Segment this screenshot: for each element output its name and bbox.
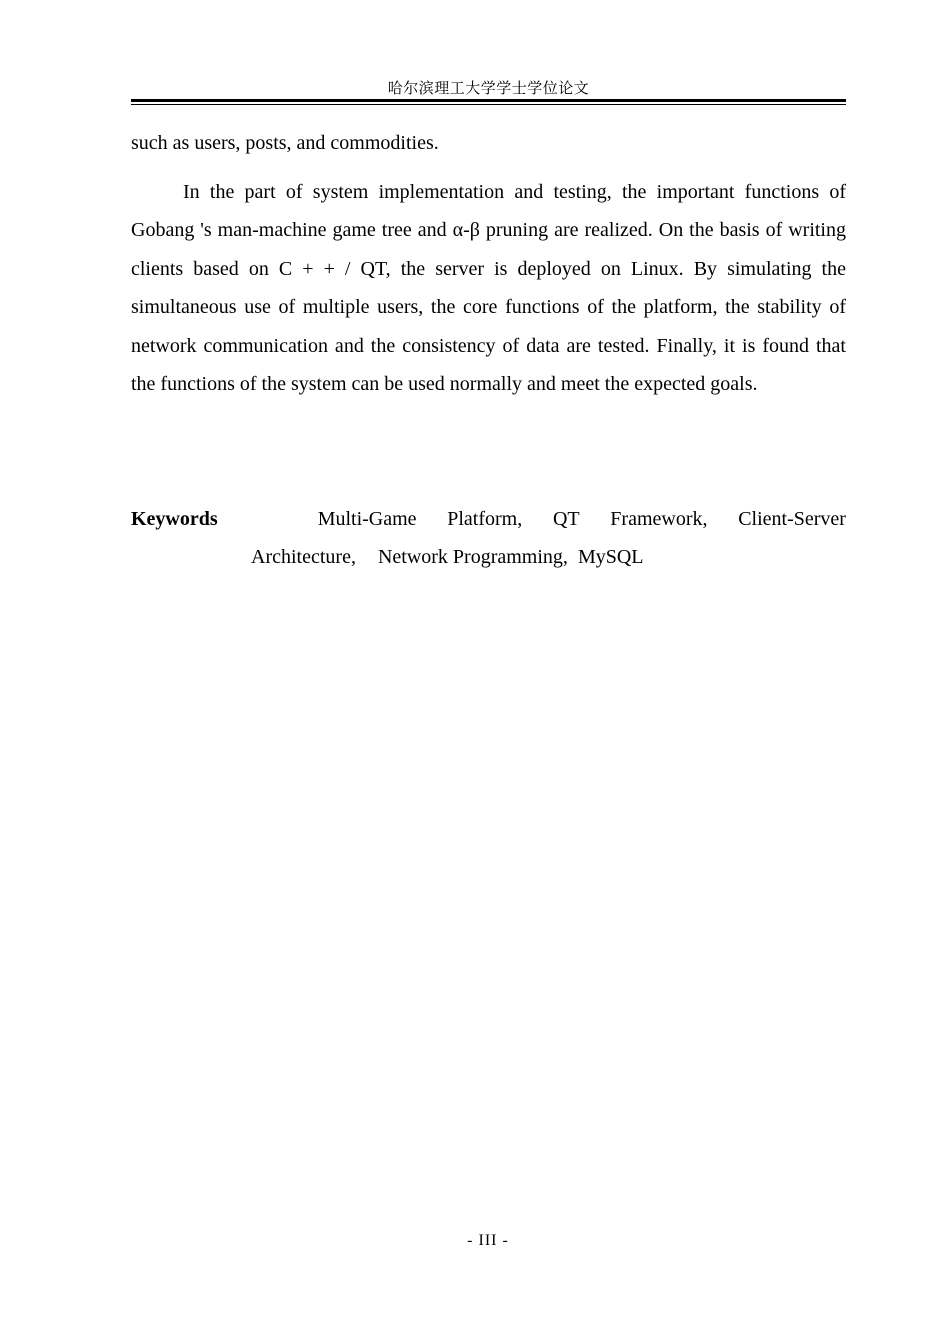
keywords-line-2 — [131, 538, 846, 576]
keywords-section — [131, 500, 846, 577]
keyword-item: Framework, — [610, 508, 708, 530]
continued-paragraph: such as users, posts, and commodities. — [131, 132, 439, 154]
keyword-item: Multi-Game — [317, 508, 417, 530]
keyword-item: QT — [552, 508, 580, 530]
keyword-item: MySQL — [577, 546, 644, 569]
running-header: 哈尔滨理工大学学士学位论文 — [387, 79, 590, 97]
keyword-item: Architecture, — [251, 546, 356, 569]
keyword-item: Network Programming, — [377, 546, 568, 569]
keyword-item: Client-Server — [738, 508, 846, 530]
keyword-item: Platform, — [447, 508, 523, 530]
body-paragraph: In the part of system implementation and testing, the important functions of Gobang 's man-machine game tree and α-β pruning are realized. On the basis of writing clients based on C + + / QT, the server is deployed on Linux. By simulating the simultaneous use of multiple users, the core functions of the platform, the stability of network communication and the consistency of data are tested. Finally, it is found that the functions of the system can be used normally and meet the expected goals. — [131, 181, 846, 396]
page-number: - III - — [467, 1232, 509, 1249]
header-rule-thin — [131, 104, 846, 105]
header-rule-thick — [131, 99, 846, 102]
keywords-label: Keywords — [131, 508, 218, 530]
keywords-line-1 — [131, 500, 846, 538]
